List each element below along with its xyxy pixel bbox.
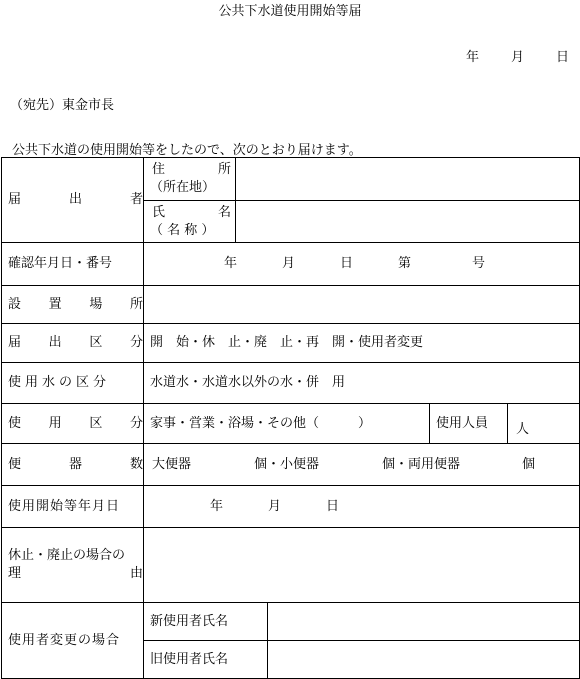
notice-type-options[interactable]: 開 始・休 止・廃 止・再 開・使用者変更 bbox=[144, 324, 580, 363]
persons-field[interactable] bbox=[508, 404, 580, 444]
reason-label-cell bbox=[2, 528, 144, 603]
old-user-field[interactable] bbox=[268, 641, 580, 679]
confirm-label: 確認年月日・番号 bbox=[2, 243, 144, 286]
year-char: 年 bbox=[466, 50, 480, 65]
location-label-cell bbox=[2, 286, 144, 324]
usage-type-label-char: 分 bbox=[129, 415, 143, 431]
address-label-cell bbox=[144, 158, 236, 201]
notifier-label-char: 届 bbox=[8, 192, 22, 208]
location-label-char: 所 bbox=[129, 296, 143, 312]
small-toilet-label: 個・小便器 bbox=[254, 456, 320, 472]
toilets-label-cell bbox=[2, 444, 144, 486]
reason-field[interactable] bbox=[144, 528, 580, 603]
month-char: 月 bbox=[511, 50, 525, 65]
water-type-label-text: 使用水の区分 bbox=[8, 375, 111, 391]
start-year-char: 年 bbox=[210, 498, 224, 514]
confirm-day-char: 日 bbox=[340, 256, 354, 272]
reason-label-char: 理 bbox=[8, 566, 22, 581]
location-label-char: 設 bbox=[8, 296, 22, 312]
notice-type-label-char: 区 bbox=[89, 335, 103, 351]
submission-date bbox=[466, 46, 569, 65]
notifier-label-char: 出 bbox=[68, 192, 82, 208]
name-label-char: 氏 bbox=[152, 204, 166, 220]
start-date-field[interactable] bbox=[144, 486, 580, 528]
reason-label-line1: 休止・廃止の場合の bbox=[8, 548, 126, 564]
start-date-label: 使用開始等年月日 bbox=[2, 486, 144, 528]
confirm-number-suffix: 号 bbox=[472, 256, 486, 272]
toilets-label-char: 数 bbox=[129, 456, 143, 472]
usage-type-label-char: 区 bbox=[89, 415, 103, 431]
name-label-cell bbox=[144, 201, 236, 243]
location-label-char: 場 bbox=[89, 296, 103, 312]
location-label-char: 置 bbox=[48, 296, 62, 312]
new-user-field[interactable] bbox=[268, 603, 580, 641]
toilets-field[interactable] bbox=[144, 444, 580, 486]
address-label-char: 住 bbox=[152, 162, 166, 178]
name-field[interactable] bbox=[236, 201, 580, 243]
persons-unit: 人 bbox=[516, 422, 530, 438]
location-field[interactable] bbox=[144, 286, 580, 324]
toilets-label-char: 便 bbox=[8, 456, 22, 472]
usage-type-label-cell bbox=[2, 404, 144, 444]
start-day-char: 日 bbox=[326, 498, 340, 514]
address-field[interactable] bbox=[236, 158, 580, 201]
form-title: 公共下水道使用開始等届 bbox=[218, 4, 362, 19]
usage-type-label-char: 使 bbox=[8, 415, 22, 431]
dual-toilet-label: 個・両用便器 bbox=[382, 456, 461, 472]
water-type-options[interactable]: 水道水・水道水以外の水・併 用 bbox=[144, 363, 580, 404]
notifier-label-char: 者 bbox=[129, 192, 143, 208]
address-label-char: 所 bbox=[217, 162, 231, 178]
notice-type-label-char: 分 bbox=[129, 335, 143, 351]
name-label-char: 名 bbox=[217, 204, 231, 220]
reason-label-char: 由 bbox=[129, 566, 143, 581]
usage-type-options[interactable]: 家事・営業・浴場・その他（ ） bbox=[144, 404, 430, 444]
notice-type-label-char: 届 bbox=[8, 335, 22, 351]
start-month-char: 月 bbox=[268, 498, 282, 514]
name-sub-label: （ 名 称 ） bbox=[150, 222, 215, 238]
confirm-year-char: 年 bbox=[224, 256, 238, 272]
large-toilet-label: 大便器 bbox=[152, 456, 192, 472]
intro-text: 公共下水道の使用開始等をしたので、次のとおり届けます。 bbox=[12, 143, 362, 158]
address-sub-label: （所在地） bbox=[150, 180, 216, 195]
toilets-label-char: 器 bbox=[68, 456, 82, 472]
water-type-label bbox=[2, 363, 144, 404]
user-change-label: 使用者変更の場合 bbox=[2, 603, 144, 679]
notification-form-table bbox=[1, 157, 580, 679]
day-char: 日 bbox=[556, 50, 570, 65]
notice-type-label-cell bbox=[2, 324, 144, 363]
confirm-month-char: 月 bbox=[282, 256, 296, 272]
old-user-label: 旧使用者氏名 bbox=[144, 641, 268, 679]
new-user-label: 新使用者氏名 bbox=[144, 603, 268, 641]
addressee: （宛先）東金市長 bbox=[10, 98, 115, 113]
usage-type-label-char: 用 bbox=[48, 415, 62, 431]
confirm-field[interactable] bbox=[144, 243, 580, 286]
toilet-count-unit: 個 bbox=[522, 456, 536, 472]
confirm-number-prefix: 第 bbox=[398, 256, 412, 272]
notifier-label-cell bbox=[2, 158, 144, 243]
notice-type-label-char: 出 bbox=[48, 335, 62, 351]
persons-label: 使用人員 bbox=[430, 404, 508, 444]
